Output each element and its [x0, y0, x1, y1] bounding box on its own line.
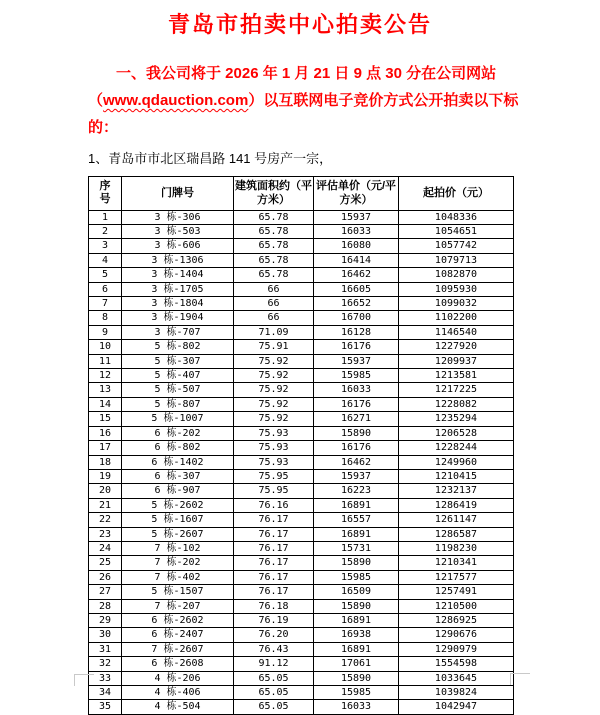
cell-door-number: 4 栋-406	[122, 686, 234, 700]
cell-starting-price: 1039824	[399, 686, 514, 700]
cell-door-number: 5 栋-807	[122, 397, 234, 411]
cell-door-number: 3 栋-606	[122, 239, 234, 253]
cell-building-area: 76.17	[234, 541, 314, 555]
cell-sequence-number: 7	[89, 297, 122, 311]
cell-appraised-unit-price: 16033	[314, 225, 399, 239]
table-row	[89, 268, 514, 282]
cell-appraised-unit-price: 16891	[314, 527, 399, 541]
intro-line-2	[88, 87, 522, 141]
cell-sequence-number: 29	[89, 613, 122, 627]
table-row	[89, 570, 514, 584]
cell-building-area: 76.17	[234, 556, 314, 570]
cell-building-area: 76.17	[234, 527, 314, 541]
cell-door-number: 4 栋-206	[122, 671, 234, 685]
cell-starting-price: 1033645	[399, 671, 514, 685]
cell-appraised-unit-price: 16128	[314, 325, 399, 339]
cell-sequence-number: 11	[89, 354, 122, 368]
table-row	[89, 455, 514, 469]
cell-sequence-number: 3	[89, 239, 122, 253]
table-row	[89, 426, 514, 440]
cell-appraised-unit-price: 16223	[314, 484, 399, 498]
cell-building-area: 76.17	[234, 513, 314, 527]
lot-description: 1、青岛市市北区瑞昌路 141 号房产一宗，	[88, 151, 333, 166]
table-row	[89, 599, 514, 613]
page-title: 青岛市拍卖中心拍卖公告	[167, 12, 432, 37]
cell-appraised-unit-price: 16176	[314, 340, 399, 354]
cell-sequence-number: 2	[89, 225, 122, 239]
cell-starting-price: 1082870	[399, 268, 514, 282]
cell-door-number: 6 栋-307	[122, 469, 234, 483]
cell-sequence-number: 32	[89, 657, 122, 671]
cell-appraised-unit-price: 16176	[314, 441, 399, 455]
cell-appraised-unit-price: 16605	[314, 282, 399, 296]
cell-appraised-unit-price: 16891	[314, 642, 399, 656]
cell-appraised-unit-price: 15890	[314, 426, 399, 440]
cell-building-area: 65.05	[234, 671, 314, 685]
cell-sequence-number: 9	[89, 325, 122, 339]
cell-door-number: 7 栋-402	[122, 570, 234, 584]
table-row	[89, 628, 514, 642]
col-header-door-number: 门牌号	[122, 177, 234, 211]
cell-appraised-unit-price: 16033	[314, 700, 399, 714]
cell-sequence-number: 35	[89, 700, 122, 714]
cell-starting-price: 1227920	[399, 340, 514, 354]
cell-sequence-number: 15	[89, 412, 122, 426]
cell-door-number: 5 栋-507	[122, 383, 234, 397]
cell-building-area: 91.12	[234, 657, 314, 671]
cell-starting-price: 1146540	[399, 325, 514, 339]
cell-sequence-number: 14	[89, 397, 122, 411]
cell-sequence-number: 6	[89, 282, 122, 296]
cell-building-area: 75.93	[234, 426, 314, 440]
cell-door-number: 6 栋-2608	[122, 657, 234, 671]
cell-door-number: 5 栋-307	[122, 354, 234, 368]
cell-sequence-number: 16	[89, 426, 122, 440]
cell-building-area: 76.43	[234, 642, 314, 656]
cell-appraised-unit-price: 16271	[314, 412, 399, 426]
cell-appraised-unit-price: 16557	[314, 513, 399, 527]
cell-building-area: 75.92	[234, 412, 314, 426]
table-row	[89, 469, 514, 483]
cell-appraised-unit-price: 16462	[314, 268, 399, 282]
table-row	[89, 225, 514, 239]
cell-sequence-number: 10	[89, 340, 122, 354]
table-row	[89, 585, 514, 599]
table-row	[89, 484, 514, 498]
cell-door-number: 7 栋-202	[122, 556, 234, 570]
cell-door-number: 3 栋-1306	[122, 253, 234, 267]
cell-appraised-unit-price: 15937	[314, 469, 399, 483]
cell-building-area: 76.20	[234, 628, 314, 642]
cell-starting-price: 1042947	[399, 700, 514, 714]
table-row	[89, 239, 514, 253]
cell-door-number: 4 栋-504	[122, 700, 234, 714]
cell-building-area: 75.92	[234, 354, 314, 368]
cell-door-number: 5 栋-407	[122, 369, 234, 383]
table-row	[89, 642, 514, 656]
cell-sequence-number: 19	[89, 469, 122, 483]
intro-line-1: 一、我公司将于 2026 年 1 月 21 日 9 点 30 分在公司网站	[116, 65, 497, 82]
cell-starting-price: 1210500	[399, 599, 514, 613]
table-row	[89, 671, 514, 685]
cell-sequence-number: 8	[89, 311, 122, 325]
cell-appraised-unit-price: 16891	[314, 613, 399, 627]
cell-sequence-number: 4	[89, 253, 122, 267]
cell-door-number: 3 栋-503	[122, 225, 234, 239]
cell-building-area: 75.95	[234, 469, 314, 483]
cell-appraised-unit-price: 16414	[314, 253, 399, 267]
cell-door-number: 3 栋-1904	[122, 311, 234, 325]
cell-appraised-unit-price: 16462	[314, 455, 399, 469]
cell-building-area: 65.78	[234, 210, 314, 224]
cell-sequence-number: 24	[89, 541, 122, 555]
table-row	[89, 613, 514, 627]
cell-building-area: 65.78	[234, 225, 314, 239]
cell-door-number: 3 栋-1705	[122, 282, 234, 296]
cell-appraised-unit-price: 16176	[314, 397, 399, 411]
cell-starting-price: 1257491	[399, 585, 514, 599]
auction-table	[88, 176, 514, 715]
cell-appraised-unit-price: 16891	[314, 498, 399, 512]
cell-building-area: 76.19	[234, 613, 314, 627]
document-page	[0, 8, 600, 713]
cell-sequence-number: 22	[89, 513, 122, 527]
cell-sequence-number: 30	[89, 628, 122, 642]
cell-building-area: 76.17	[234, 585, 314, 599]
cell-sequence-number: 26	[89, 570, 122, 584]
col-header-building-area: 建筑面积约（平方米）	[234, 177, 314, 211]
page-margin-mark-right	[510, 673, 530, 685]
cell-door-number: 5 栋-1007	[122, 412, 234, 426]
cell-starting-price: 1054651	[399, 225, 514, 239]
table-row	[89, 369, 514, 383]
cell-appraised-unit-price: 15937	[314, 354, 399, 368]
cell-sequence-number: 12	[89, 369, 122, 383]
cell-door-number: 5 栋-1507	[122, 585, 234, 599]
cell-starting-price: 1228082	[399, 397, 514, 411]
table-row	[89, 340, 514, 354]
cell-starting-price: 1213581	[399, 369, 514, 383]
cell-starting-price: 1209937	[399, 354, 514, 368]
cell-sequence-number: 31	[89, 642, 122, 656]
table-row	[89, 297, 514, 311]
cell-appraised-unit-price: 16509	[314, 585, 399, 599]
intro-line-2-rest: ）以互联网电子竞价方式公开拍卖以下标的：	[88, 92, 519, 136]
table-row	[89, 397, 514, 411]
cell-starting-price: 1057742	[399, 239, 514, 253]
table-row	[89, 657, 514, 671]
cell-appraised-unit-price: 16938	[314, 628, 399, 642]
cell-building-area: 76.18	[234, 599, 314, 613]
page-margin-mark-left	[74, 674, 94, 686]
table-row	[89, 253, 514, 267]
cell-door-number: 3 栋-707	[122, 325, 234, 339]
table-row	[89, 354, 514, 368]
cell-starting-price: 1286587	[399, 527, 514, 541]
cell-door-number: 6 栋-907	[122, 484, 234, 498]
cell-building-area: 71.09	[234, 325, 314, 339]
cell-building-area: 75.92	[234, 369, 314, 383]
cell-sequence-number: 27	[89, 585, 122, 599]
auction-table-body	[89, 210, 514, 714]
cell-starting-price: 1102200	[399, 311, 514, 325]
cell-appraised-unit-price: 15985	[314, 369, 399, 383]
table-row	[89, 383, 514, 397]
cell-building-area: 75.95	[234, 484, 314, 498]
cell-building-area: 65.78	[234, 253, 314, 267]
cell-building-area: 75.91	[234, 340, 314, 354]
cell-building-area: 66	[234, 282, 314, 296]
table-row	[89, 325, 514, 339]
table-row	[89, 441, 514, 455]
col-header-sequence-number-label: 序号	[99, 180, 111, 205]
cell-sequence-number: 28	[89, 599, 122, 613]
cell-starting-price: 1095930	[399, 282, 514, 296]
cell-sequence-number: 5	[89, 268, 122, 282]
cell-starting-price: 1286925	[399, 613, 514, 627]
cell-door-number: 3 栋-1404	[122, 268, 234, 282]
cell-appraised-unit-price: 16033	[314, 383, 399, 397]
cell-starting-price: 1290979	[399, 642, 514, 656]
table-row	[89, 412, 514, 426]
cell-sequence-number: 13	[89, 383, 122, 397]
cell-starting-price: 1232137	[399, 484, 514, 498]
table-row	[89, 311, 514, 325]
cell-sequence-number: 17	[89, 441, 122, 455]
cell-starting-price: 1198230	[399, 541, 514, 555]
cell-appraised-unit-price: 15890	[314, 556, 399, 570]
cell-starting-price: 1079713	[399, 253, 514, 267]
cell-sequence-number: 23	[89, 527, 122, 541]
table-row	[89, 513, 514, 527]
table-header-row	[89, 177, 514, 211]
cell-building-area: 66	[234, 311, 314, 325]
cell-starting-price: 1210415	[399, 469, 514, 483]
cell-starting-price: 1286419	[399, 498, 514, 512]
cell-appraised-unit-price: 15985	[314, 686, 399, 700]
cell-building-area: 65.05	[234, 686, 314, 700]
table-row	[89, 700, 514, 714]
cell-starting-price: 1554598	[399, 657, 514, 671]
cell-building-area: 66	[234, 297, 314, 311]
cell-starting-price: 1048336	[399, 210, 514, 224]
cell-building-area: 76.16	[234, 498, 314, 512]
cell-building-area: 76.17	[234, 570, 314, 584]
cell-starting-price: 1217225	[399, 383, 514, 397]
cell-sequence-number: 18	[89, 455, 122, 469]
cell-door-number: 6 栋-2602	[122, 613, 234, 627]
cell-door-number: 6 栋-1402	[122, 455, 234, 469]
cell-door-number: 6 栋-802	[122, 441, 234, 455]
cell-building-area: 75.92	[234, 397, 314, 411]
cell-building-area: 65.78	[234, 268, 314, 282]
cell-starting-price: 1249960	[399, 455, 514, 469]
cell-door-number: 6 栋-202	[122, 426, 234, 440]
cell-building-area: 65.05	[234, 700, 314, 714]
col-header-starting-price: 起拍价（元）	[399, 177, 514, 211]
cell-starting-price: 1235294	[399, 412, 514, 426]
cell-appraised-unit-price: 16652	[314, 297, 399, 311]
cell-sequence-number: 33	[89, 671, 122, 685]
col-header-sequence-number	[89, 177, 122, 211]
open-paren: （	[88, 92, 104, 109]
cell-door-number: 7 栋-102	[122, 541, 234, 555]
table-row	[89, 498, 514, 512]
cell-sequence-number: 21	[89, 498, 122, 512]
cell-appraised-unit-price: 16700	[314, 311, 399, 325]
cell-sequence-number: 20	[89, 484, 122, 498]
table-row	[89, 686, 514, 700]
col-header-appraised-unit-price: 评估单价（元/平方米）	[314, 177, 399, 211]
cell-sequence-number: 25	[89, 556, 122, 570]
cell-door-number: 5 栋-802	[122, 340, 234, 354]
cell-starting-price: 1261147	[399, 513, 514, 527]
cell-door-number: 7 栋-207	[122, 599, 234, 613]
cell-door-number: 6 栋-2407	[122, 628, 234, 642]
cell-appraised-unit-price: 15890	[314, 599, 399, 613]
cell-sequence-number: 34	[89, 686, 122, 700]
cell-building-area: 65.78	[234, 239, 314, 253]
cell-door-number: 5 栋-2602	[122, 498, 234, 512]
intro-paragraph	[88, 60, 522, 141]
cell-starting-price: 1099032	[399, 297, 514, 311]
cell-starting-price: 1206528	[399, 426, 514, 440]
cell-appraised-unit-price: 16080	[314, 239, 399, 253]
cell-starting-price: 1217577	[399, 570, 514, 584]
cell-door-number: 7 栋-2607	[122, 642, 234, 656]
cell-building-area: 75.93	[234, 441, 314, 455]
table-row	[89, 541, 514, 555]
cell-door-number: 3 栋-306	[122, 210, 234, 224]
cell-appraised-unit-price: 17061	[314, 657, 399, 671]
table-row	[89, 282, 514, 296]
table-row	[89, 556, 514, 570]
cell-appraised-unit-price: 15731	[314, 541, 399, 555]
cell-starting-price: 1290676	[399, 628, 514, 642]
cell-starting-price: 1228244	[399, 441, 514, 455]
cell-appraised-unit-price: 15937	[314, 210, 399, 224]
table-row	[89, 527, 514, 541]
table-row	[89, 210, 514, 224]
cell-building-area: 75.92	[234, 383, 314, 397]
cell-door-number: 5 栋-1607	[122, 513, 234, 527]
cell-building-area: 75.93	[234, 455, 314, 469]
cell-appraised-unit-price: 15890	[314, 671, 399, 685]
cell-door-number: 3 栋-1804	[122, 297, 234, 311]
auction-website-link[interactable]: www.qdauction.com	[103, 92, 249, 109]
cell-appraised-unit-price: 15985	[314, 570, 399, 584]
cell-door-number: 5 栋-2607	[122, 527, 234, 541]
cell-starting-price: 1210341	[399, 556, 514, 570]
cell-sequence-number: 1	[89, 210, 122, 224]
